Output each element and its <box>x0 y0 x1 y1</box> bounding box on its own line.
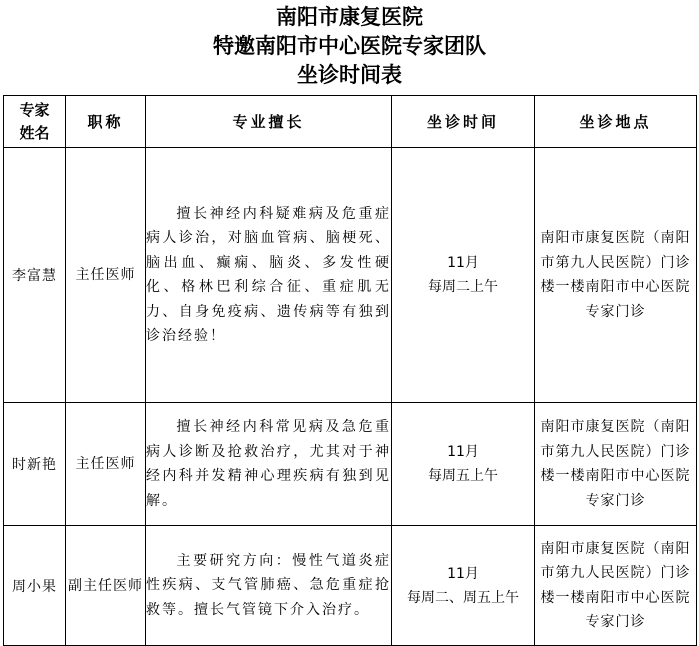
expert-specialty: 擅长神经内科疑难病及危重症病人诊治，对脑血管病、脑梗死、脑出血、癫痫、脑炎、多发性硬化、格林巴利综合征、重症肌无力、自身免疫病、遗传病等有独到诊治经验！ <box>146 148 392 403</box>
table-row <box>4 403 697 526</box>
page-title <box>0 2 699 89</box>
header-expert-name-line1: 专家 <box>19 100 50 119</box>
header-time: 坐诊时间 <box>392 96 535 148</box>
title-hospital: 南阳市康复医院 <box>276 4 423 29</box>
expert-specialty: 主要研究方向：慢性气道炎症性疾病、支气管肺癌、急危重症抢救等。擅长气管镜下介入治疗。 <box>146 526 392 646</box>
clinic-month: 11月 <box>447 255 479 271</box>
clinic-location: 南阳市康复医院（南阳市第九人民医院）门诊楼一楼南阳市中心医院专家门诊 <box>535 148 697 403</box>
clinic-time <box>392 403 535 526</box>
clinic-day: 每周二上午 <box>428 279 498 295</box>
header-expert-name <box>4 96 66 148</box>
clinic-day: 每周二、周五上午 <box>407 589 519 606</box>
title-schedule: 坐诊时间表 <box>297 62 402 87</box>
title-expert-team: 特邀南阳市中心医院专家团队 <box>213 33 486 58</box>
clinic-month: 11月 <box>447 565 479 582</box>
header-position: 职称 <box>66 96 146 148</box>
clinic-month: 11月 <box>447 444 479 460</box>
clinic-time <box>392 148 535 403</box>
expert-name: 李富慧 <box>4 148 66 403</box>
expert-specialty: 擅长神经内科常见病及急危重病人诊断及抢救治疗，尤其对于神经内科并发精神心理疾病有独到见解。 <box>146 403 392 526</box>
table-header-row <box>4 96 697 148</box>
header-location: 坐诊地点 <box>535 96 697 148</box>
clinic-time <box>392 526 535 646</box>
expert-position: 主任医师 <box>66 403 146 526</box>
clinic-location: 南阳市康复医院（南阳市第九人民医院）门诊楼一楼南阳市中心医院专家门诊 <box>535 526 697 646</box>
clinic-day: 每周五上午 <box>428 468 498 484</box>
header-specialty: 专业擅长 <box>146 96 392 148</box>
table-row <box>4 526 697 646</box>
table-row <box>4 148 697 403</box>
expert-position: 副主任医师 <box>66 526 146 646</box>
header-expert-name-line2: 姓名 <box>19 123 50 142</box>
expert-name: 周小果 <box>4 526 66 646</box>
clinic-location: 南阳市康复医院（南阳市第九人民医院）门诊楼一楼南阳市中心医院专家门诊 <box>535 403 697 526</box>
schedule-table <box>3 95 697 646</box>
expert-position: 主任医师 <box>66 148 146 403</box>
expert-name: 时新艳 <box>4 403 66 526</box>
